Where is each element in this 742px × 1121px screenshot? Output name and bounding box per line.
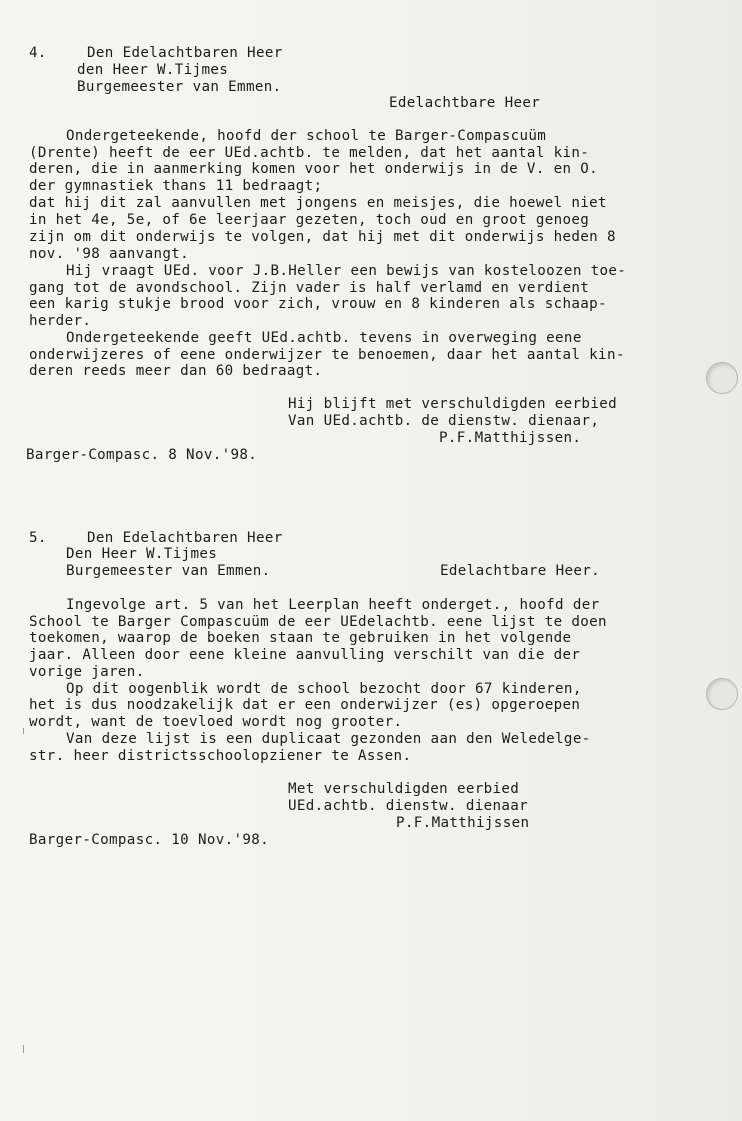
body-line: Van deze lijst is een duplicaat gezonden aan den Weledelge- bbox=[66, 731, 591, 747]
body-line: het is dus noodzakelijk dat er een onderwijzer (es) opgeroepen bbox=[29, 697, 581, 713]
closing-line: Met verschuldigden eerbied bbox=[288, 781, 520, 797]
body-line: zijn om dit onderwijs te volgen, dat hij met dit onderwijs heden 8 bbox=[29, 229, 616, 245]
closing-line: Van UEd.achtb. de dienstw. dienaar, bbox=[288, 413, 600, 429]
body-line: deren reeds meer dan 60 bedraagt. bbox=[29, 363, 323, 379]
closing-line: UEd.achtb. dienstw. dienaar bbox=[288, 798, 529, 814]
body-line: onderwijzeres of eene onderwijzer te benoemen, daar het aantal kin- bbox=[29, 347, 625, 363]
body-line: Op dit oogenblik wordt de school bezocht door 67 kinderen, bbox=[66, 681, 582, 697]
salutation: Edelachtbare Heer. bbox=[440, 563, 601, 579]
salutation: Edelachtbare Heer bbox=[389, 95, 541, 111]
addressee-line: Den Edelachtbaren Heer bbox=[87, 45, 283, 61]
addressee-line: Burgemeester van Emmen. bbox=[77, 79, 282, 95]
body-line: nov. '98 aanvangt. bbox=[29, 246, 190, 262]
body-line: wordt, want de toevloed wordt nog grooter. bbox=[29, 714, 403, 730]
body-line: der gymnastiek thans 11 bedraagt; bbox=[29, 178, 323, 194]
body-line: Ingevolge art. 5 van het Leerplan heeft onderget., hoofd der bbox=[66, 597, 600, 613]
addressee-line: Burgemeester van Emmen. bbox=[66, 563, 271, 579]
addressee-line: Den Edelachtbaren Heer bbox=[87, 530, 283, 546]
body-line: in het 4e, 5e, of 6e leerjaar gezeten, toch oud en groot genoeg bbox=[29, 212, 590, 228]
signature: P.F.Matthijssen. bbox=[439, 430, 582, 446]
body-line: jaar. Alleen door eene kleine aanvulling verschilt van die der bbox=[29, 647, 581, 663]
body-line: deren, die in aanmerking komen voor het onderwijs in de V. en O. bbox=[29, 161, 599, 177]
body-line: Ondergeteekende, hoofd der school te Barger-Compascuüm bbox=[66, 128, 547, 144]
scan-mark bbox=[23, 1045, 24, 1053]
place-date: Barger-Compasc. 8 Nov.'98. bbox=[26, 447, 258, 463]
closing-line: Hij blijft met verschuldigden eerbied bbox=[288, 396, 617, 412]
addressee-line: den Heer W.Tijmes bbox=[77, 62, 229, 78]
letter-number: 4. bbox=[29, 45, 47, 61]
body-line: (Drente) heeft de eer UEd.achtb. te melden, dat het aantal kin- bbox=[29, 145, 590, 161]
body-line: vorige jaren. bbox=[29, 664, 145, 680]
punch-hole bbox=[706, 362, 738, 394]
body-line: een karig stukje brood voor zich, vrouw en 8 kinderen als schaap- bbox=[29, 296, 607, 312]
body-line: str. heer districtsschoolopziener te Assen. bbox=[29, 748, 412, 764]
body-line: Hij vraagt UEd. voor J.B.Heller een bewijs van kosteloozen toe- bbox=[66, 263, 627, 279]
body-line: toekomen, waarop de boeken staan te gebruiken in het volgende bbox=[29, 630, 572, 646]
body-line: gang tot de avondschool. Zijn vader is half verlamd en verdient bbox=[29, 280, 590, 296]
body-line: Ondergeteekende geeft UEd.achtb. tevens in overweging eene bbox=[66, 330, 582, 346]
body-line: herder. bbox=[29, 313, 92, 329]
body-line: dat hij dit zal aanvullen met jongens en meisjes, die hoewel niet bbox=[29, 195, 607, 211]
punch-hole bbox=[706, 678, 738, 710]
scan-mark bbox=[23, 728, 24, 734]
place-date: Barger-Compasc. 10 Nov.'98. bbox=[29, 832, 270, 848]
body-line: School te Barger Compascuüm de eer UEdelachtb. eene lijst te doen bbox=[29, 614, 607, 630]
addressee-line: Den Heer W.Tijmes bbox=[66, 546, 218, 562]
letter-number: 5. bbox=[29, 530, 47, 546]
signature: P.F.Matthijssen bbox=[396, 815, 530, 831]
